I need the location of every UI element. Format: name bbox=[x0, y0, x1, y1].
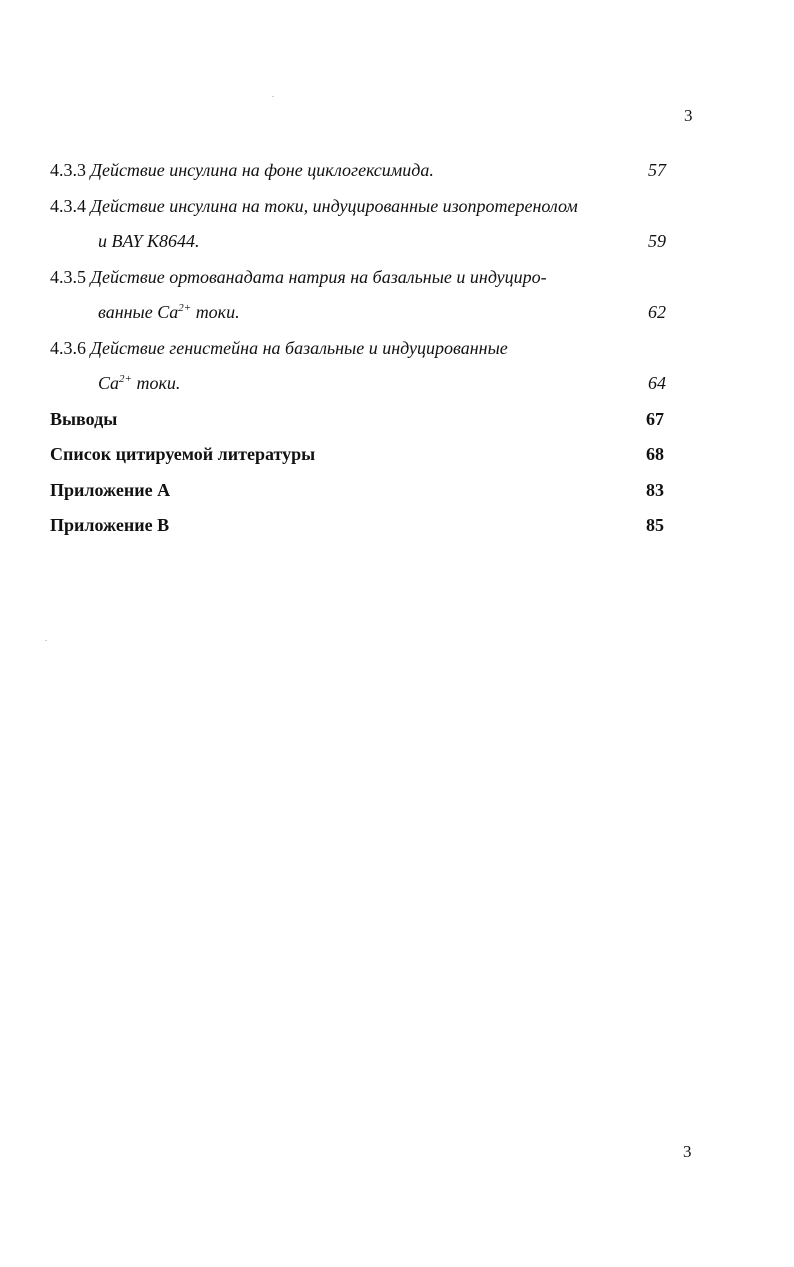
toc-section-page: 85 bbox=[646, 515, 664, 535]
toc-entry-number: 4.3.5 bbox=[50, 266, 86, 287]
superscript: 2+ bbox=[119, 373, 132, 385]
toc-section-page: 67 bbox=[646, 408, 664, 429]
toc-entry-title: Действие инсулина на фоне циклогексимида. bbox=[90, 160, 434, 180]
toc-entry-page: 57 bbox=[648, 160, 666, 180]
toc-entry-4-3-5-continued[interactable] bbox=[50, 299, 670, 335]
scan-speck bbox=[272, 96, 274, 97]
toc-entry-page: 64 bbox=[648, 373, 666, 393]
toc-section-conclusions[interactable] bbox=[50, 406, 670, 442]
toc-section-appendix-a[interactable] bbox=[50, 477, 670, 513]
toc-section-title: Выводы bbox=[50, 408, 118, 429]
title-prefix: Ca bbox=[98, 373, 120, 393]
toc-entry-number: 4.3.3 bbox=[50, 160, 86, 180]
page-number-bottom: 3 bbox=[683, 1142, 692, 1161]
title-prefix: ванные Ca bbox=[98, 302, 179, 322]
toc-entry-page: 59 bbox=[648, 231, 666, 251]
superscript: 2+ bbox=[178, 302, 192, 314]
table-of-contents bbox=[50, 157, 670, 548]
title-suffix: токи. bbox=[191, 302, 240, 322]
toc-entry-title-continued bbox=[98, 373, 180, 393]
toc-entry-title-continued: и BAY K8644. bbox=[98, 231, 200, 251]
toc-section-appendix-b[interactable] bbox=[50, 512, 670, 548]
title-suffix: токи. bbox=[131, 373, 181, 393]
toc-section-title: Приложение А bbox=[50, 479, 171, 500]
toc-entry-title-continued bbox=[98, 302, 240, 322]
toc-entry-4-3-6-continued[interactable] bbox=[50, 370, 670, 406]
scan-speck bbox=[45, 640, 47, 641]
toc-section-title: Приложение В bbox=[50, 515, 170, 535]
toc-section-references[interactable] bbox=[50, 441, 670, 477]
toc-entry-number: 4.3.4 bbox=[50, 195, 86, 216]
toc-entry-number: 4.3.6 bbox=[50, 337, 86, 358]
toc-entry-title: Действие инсулина на токи, индуцированные изопротеренолом bbox=[90, 195, 578, 216]
toc-entry-title: Действие генистейна на базальные и индуцированные bbox=[90, 337, 508, 358]
toc-section-title: Список цитируемой литературы bbox=[50, 444, 316, 464]
toc-entry-4-3-6[interactable] bbox=[50, 335, 670, 371]
toc-section-page: 68 bbox=[646, 444, 664, 464]
toc-entry-title: Действие ортованадата натрия на базальные и индуциро- bbox=[90, 266, 547, 287]
toc-entry-4-3-4-continued[interactable] bbox=[50, 228, 670, 264]
page-number-top: 3 bbox=[684, 106, 693, 125]
toc-entry-4-3-4[interactable] bbox=[50, 193, 670, 229]
toc-entry-page: 62 bbox=[648, 302, 666, 322]
toc-entry-4-3-5[interactable] bbox=[50, 264, 670, 300]
toc-entry-4-3-3[interactable] bbox=[50, 157, 670, 193]
toc-section-page: 83 bbox=[646, 479, 664, 500]
